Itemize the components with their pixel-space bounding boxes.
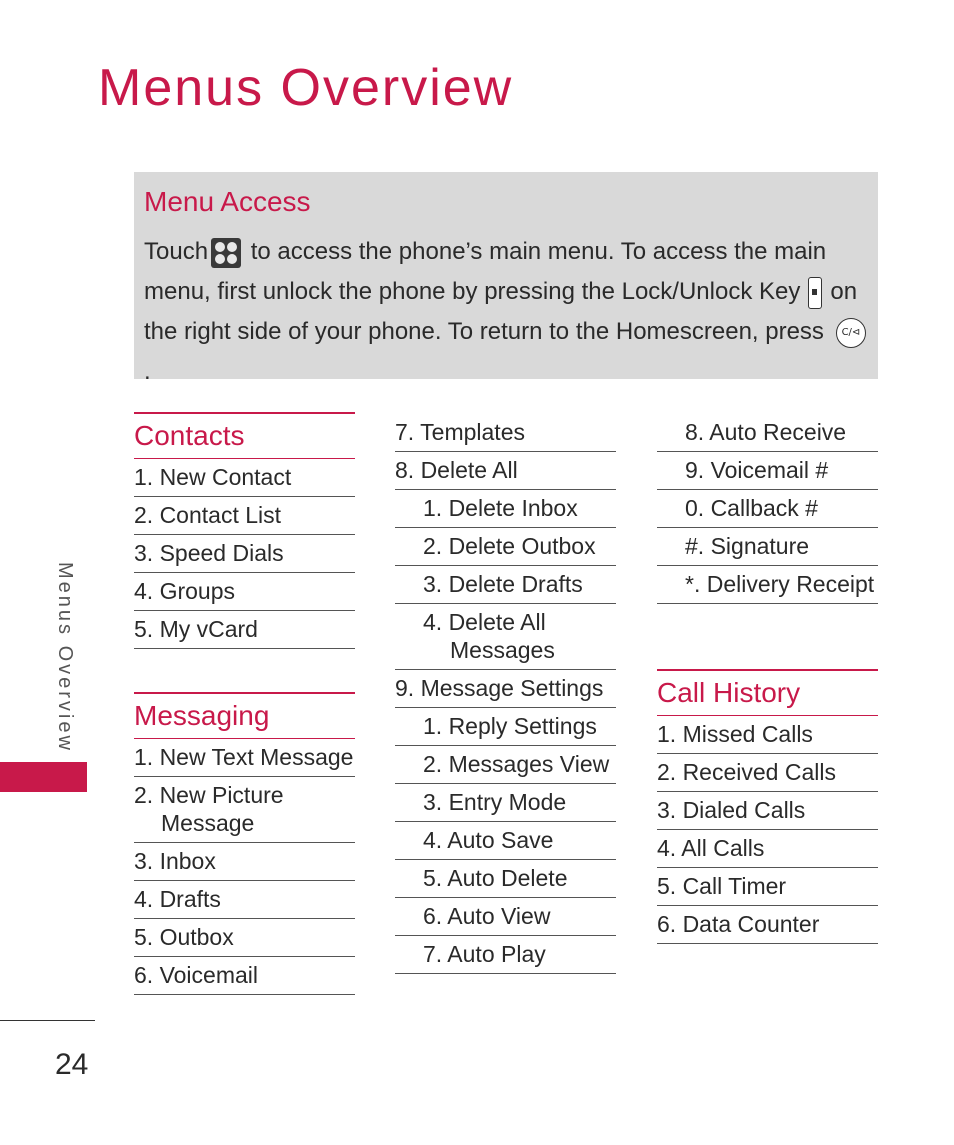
page-title: Menus Overview (98, 59, 514, 117)
list-item: 1. Delete Inbox (395, 490, 616, 528)
page-number: 24 (55, 1048, 89, 1081)
list-item: 3. Dialed Calls (657, 792, 878, 830)
list-item: 3. Entry Mode (395, 784, 616, 822)
list-item: 4. Auto Save (395, 822, 616, 860)
list-item: 3. Inbox (134, 843, 355, 881)
list-item: 3. Speed Dials (134, 535, 355, 573)
list-item: 1. New Text Message (134, 739, 355, 777)
list-item: 6. Auto View (395, 898, 616, 936)
list-item: 9. Voicemail # (657, 452, 878, 490)
list-item: 4. Groups (134, 573, 355, 611)
messaging-heading: Messaging (134, 692, 355, 739)
list-item: 0. Callback # (657, 490, 878, 528)
menu-grid-icon (211, 238, 241, 268)
list-item: 2. Received Calls (657, 754, 878, 792)
lock-unlock-key-icon (808, 277, 822, 309)
list-item: *. Delivery Receipt (657, 566, 878, 604)
list-item (134, 777, 355, 843)
access-text-4: . (144, 358, 151, 385)
list-item: 3. Delete Drafts (395, 566, 616, 604)
list-item: 8. Auto Receive (657, 414, 878, 452)
contacts-section (134, 412, 355, 649)
messaging-continued-list-2 (657, 414, 878, 604)
list-item: 5. My vCard (134, 611, 355, 649)
list-item-line: 2. New Picture (134, 782, 284, 808)
list-item: 7. Templates (395, 414, 616, 452)
menu-access-heading: Menu Access (144, 186, 311, 217)
list-item-continuation: Messages (450, 637, 555, 663)
side-section-tab (0, 762, 87, 792)
side-section-label (52, 562, 82, 762)
clear-back-key-icon: C/⊲ (836, 318, 866, 348)
list-item: 5. Outbox (134, 919, 355, 957)
list-item: 9. Message Settings (395, 670, 616, 708)
access-text-2: to access the phone’s main menu. To access the main menu, first unlock the phone by pressing the Lock/Unlock Key (144, 238, 827, 305)
list-item: 4. Drafts (134, 881, 355, 919)
list-item: #. Signature (657, 528, 878, 566)
menu-access-box (134, 172, 878, 385)
list-item (395, 604, 616, 670)
list-item: 6. Data Counter (657, 906, 878, 944)
side-section-label-text: Menus Overview (54, 562, 76, 753)
list-item: 2. Delete Outbox (395, 528, 616, 566)
list-item: 2. Messages View (395, 746, 616, 784)
list-item: 1. Reply Settings (395, 708, 616, 746)
list-item: 5. Auto Delete (395, 860, 616, 898)
footer-divider (0, 1020, 95, 1021)
list-item: 5. Call Timer (657, 868, 878, 906)
list-item-continuation: Message (161, 810, 255, 836)
list-item: 4. All Calls (657, 830, 878, 868)
access-text-1: Touch (144, 238, 209, 265)
list-item: 1. New Contact (134, 459, 355, 497)
list-item-line: 4. Delete All (423, 609, 546, 635)
call-history-heading: Call History (657, 669, 878, 716)
list-item: 6. Voicemail (134, 957, 355, 995)
menu-access-text (144, 232, 874, 392)
list-item: 8. Delete All (395, 452, 616, 490)
messaging-continued-list (395, 414, 616, 974)
messaging-section (134, 692, 355, 995)
list-item: 2. Contact List (134, 497, 355, 535)
list-item: 1. Missed Calls (657, 716, 878, 754)
contacts-heading: Contacts (134, 412, 355, 459)
access-text-3: on the right side of your phone. To return to the Homescreen, press (144, 278, 858, 345)
list-item: 7. Auto Play (395, 936, 616, 974)
call-history-section (657, 669, 878, 944)
